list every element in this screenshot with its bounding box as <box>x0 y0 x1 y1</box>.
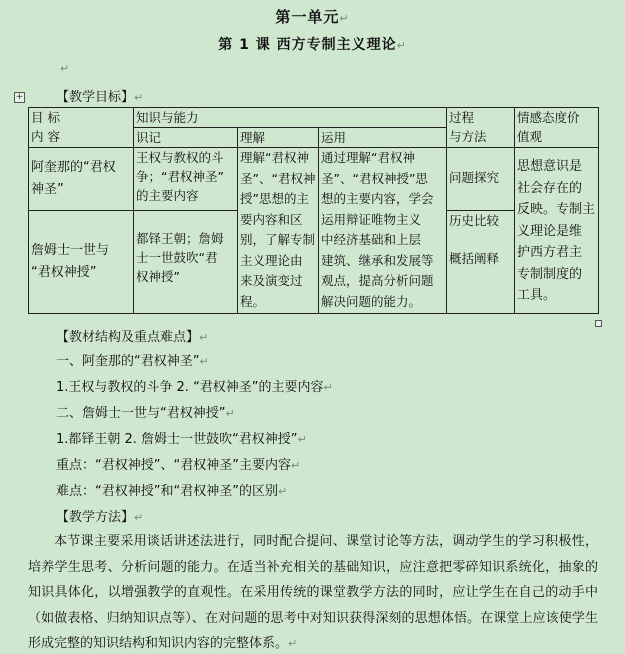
header-process-method: 过程 与方法 <box>447 108 515 148</box>
section-heading-method: 【教学方法】↵ <box>56 510 144 525</box>
structure-line-3: 二、詹姆士一世与“君权神授”↵ <box>56 406 235 421</box>
header-emotion-value: 情感态度价 值观 <box>515 108 599 148</box>
difficult-point-line: 难点：“君权神授”和“君权神圣”的区别↵ <box>56 484 288 499</box>
unit-title: 第一单元↵ <box>275 8 350 26</box>
table-move-handle[interactable]: + <box>15 92 24 102</box>
table-resize-handle[interactable] <box>595 320 602 327</box>
teaching-goals-table <box>28 107 599 314</box>
row-aquinas-process: 问题探究 <box>447 148 515 211</box>
row-aquinas-content: 阿奎那的“君权 神圣” <box>29 148 134 211</box>
header-understanding: 理解 <box>238 128 319 148</box>
lesson-title: 第 1 课 西方专制主义理论↵ <box>218 37 407 53</box>
structure-line-2: 1.王权与教权的斗争 2. “君权神圣”的主要内容↵ <box>56 380 333 395</box>
header-knowledge-ability: 知识与能力 <box>134 108 447 128</box>
header-goal-content: 目 标 内 容 <box>29 108 134 148</box>
structure-line-4: 1.都铎王朝 2. 詹姆士一世鼓吹“君权神授”↵ <box>56 432 307 447</box>
row-james-process: 历史比较 概括阐释 <box>447 211 515 314</box>
section-heading-structure: 【教材结构及重点难点】↵ <box>56 330 209 345</box>
row-james-memory: 都铎王朝；詹姆 士一世鼓吹“君 权神授” <box>134 211 238 314</box>
header-memory: 识记 <box>134 128 238 148</box>
section-heading-goals: 【教学目标】↵ <box>56 90 144 105</box>
application-cell: 通过理解“君权神 圣”、“君权神授”思 想的主要内容，学会 运用辩证唯物主义 中经济基础和上层 建筑、继承和发展等 观点，提高分析问题 解决问题的能力。 <box>319 148 447 314</box>
understanding-cell: 理解“君权神 圣”、“君权神 授”思想的主 要内容和区 别，了解专制 主义理论由 来及演变过 程。 <box>238 148 319 314</box>
key-point-line: 重点：“君权神授”、“君权神圣”主要内容↵ <box>56 458 301 473</box>
method-paragraph: 本节课主要采用谈话讲述法进行，同时配合提问、课堂讨论等方法，调动学生的学习积极性，培养学生思考、分析问题的能力。在适当补充相关的基础知识，应注意把零碎知识系统化，抽象的知识具体化，以增强教学的直观性。在采用传统的课堂教学方法的同时，应让学生在自己的动手中（如做表格、归纳知识点等）、在对问题的思考中对知识获得深刻的思想体悟。在课堂上应该使学生形成完整的知识结构和知识内容的完整体系。↵ <box>28 534 598 651</box>
empty-paragraph-mark: ↵ <box>60 62 70 75</box>
row-aquinas-memory: 王权与教权的斗 争；“君权神圣” 的主要内容 <box>134 148 238 211</box>
header-application: 运用 <box>319 128 447 148</box>
emotion-cell: 思想意识是 社会存在的 反映。专制主 义理论是维 护西方君主 专制制度的 工具。 <box>515 148 599 314</box>
structure-line-1: 一、阿奎那的“君权神圣”↵ <box>56 354 209 369</box>
row-james-content: 詹姆士一世与 “君权神授” <box>29 211 134 314</box>
